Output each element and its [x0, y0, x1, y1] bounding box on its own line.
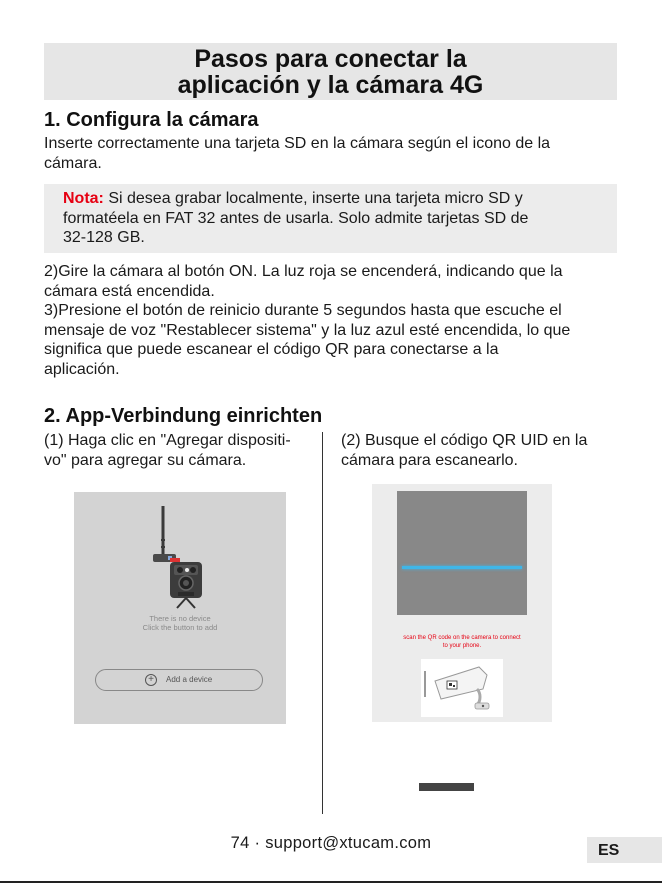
plus-circle-icon: +: [145, 674, 157, 686]
section-1-intro: [44, 134, 624, 173]
step-1-line-1: (1) Haga clic en "Agregar dispositi-: [44, 432, 291, 449]
section-2-heading: 2. App-Verbindung einrichten: [44, 405, 323, 427]
qr-scanner-viewfinder: [397, 491, 527, 615]
note-line-1: [63, 189, 605, 209]
intro-line-2: cámara.: [44, 154, 102, 172]
title-line-2: aplicación y la cámara 4G: [177, 71, 484, 99]
security-camera-icon: [421, 659, 503, 717]
step-line: 3)Presione el botón de reinicio durante 5 segundos hasta que escuche el: [44, 302, 562, 319]
page-title: [44, 43, 617, 100]
note-line-3: 32-128 GB.: [63, 229, 145, 246]
camera-qr-illustration: [421, 659, 503, 717]
app-screenshot-scan-qr: [372, 484, 552, 722]
add-device-label: Add a device: [166, 675, 213, 684]
add-device-button[interactable]: [95, 669, 263, 691]
step-line: cámara está encendida.: [44, 282, 215, 300]
step-1-text: [44, 431, 319, 470]
step-line: 2)Gire la cámara al botón ON. La luz roja se encenderá, indicando que la: [44, 263, 563, 280]
step-1-line-2: vo" para agregar su cámara.: [44, 451, 247, 469]
footer-text: 74 · support@xtucam.com: [230, 834, 432, 852]
scan-instruction-line-1: scan the QR code on the camera to connect: [403, 635, 521, 641]
empty-state-line-2: Click the button to add: [142, 623, 218, 632]
empty-state-text: [74, 614, 286, 632]
language-tab: ES: [587, 837, 662, 863]
step-line: significa que puede escanear el código QR para conectarse a la: [44, 341, 499, 358]
title-line-1: Pasos para conectar la: [194, 45, 467, 73]
note-box: [44, 184, 617, 253]
step-line: aplicación.: [44, 360, 120, 378]
intro-line-1: Inserte correctamente una tarjeta SD en la cámara según el icono de la: [44, 135, 551, 152]
app-screenshot-no-device: [74, 492, 286, 724]
step-line: mensaje de voz "Restablecer sistema" y la luz azul esté encendida, lo que: [44, 321, 571, 339]
column-divider: [322, 432, 323, 814]
step-2-text: [341, 431, 621, 470]
note-line-2: formatéela en FAT 32 antes de usarla. Solo admite tarjetas SD de: [63, 209, 529, 227]
step-2-line-2: cámara para escanearlo.: [341, 451, 518, 469]
step-2-line-1: (2) Busque el código QR UID en la: [341, 432, 588, 449]
scan-instruction: [372, 635, 552, 650]
note-text-1: Si desea grabar localmente, inserte una tarjeta micro SD y: [103, 190, 523, 207]
scan-line: [402, 566, 522, 569]
home-indicator-bar: [419, 783, 474, 791]
section-1-steps: [44, 262, 624, 379]
section-1-heading: 1. Configura la cámara: [44, 109, 259, 131]
note-label: Nota:: [63, 190, 104, 207]
empty-state-line-1: There is no device: [149, 614, 211, 623]
scan-instruction-line-2: to your phone.: [442, 642, 482, 649]
